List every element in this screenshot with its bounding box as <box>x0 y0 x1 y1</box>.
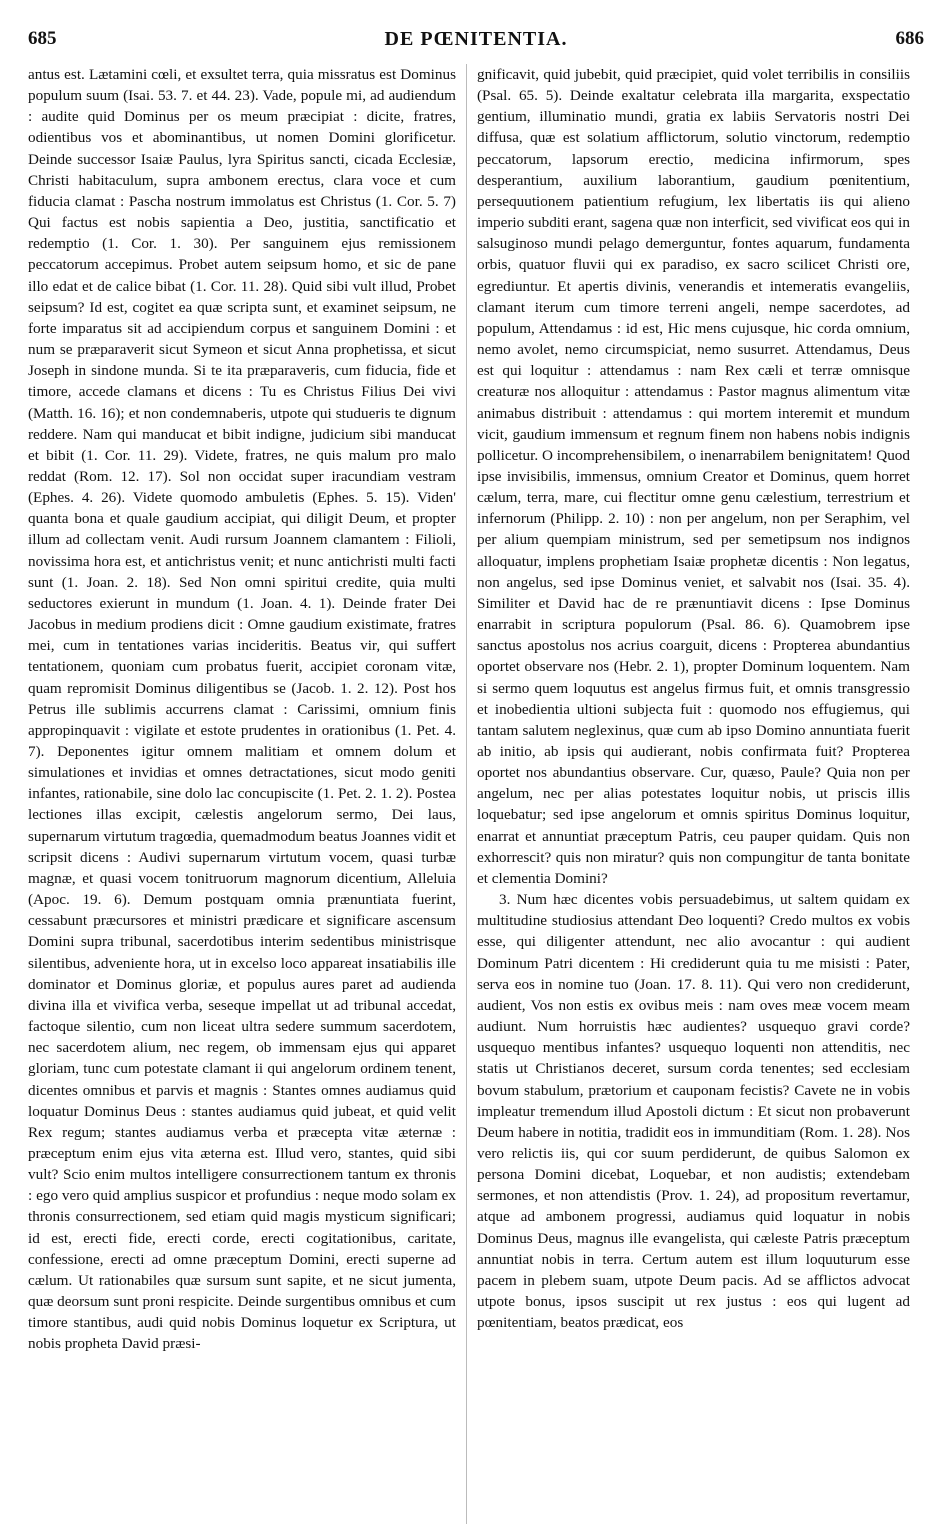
left-paragraph-1: antus est. Lætamini cœli, et exsultet terra, quia missratus est Dominus populum suum (Isai. 53. 7. et 44. 23). Vade, popule mi, ad audiendum : audite quid Dominus per os meum præcipiat : dicite, fratres, odientibus vos et abominantibus, ut nomen Domini glorificetur. Deinde successor Isaiæ Paulus, lyra Spiritus sancti, cicada Ecclesiæ, Christi habitaculum, supra ambonem erectus, clara voce et cum fiducia clamat : Pascha nostrum immolatus est Christus (1. Cor. 5. 7) Qui factus est nobis sapientia a Deo, justitia, sanctificatio et redemptio (1. Cor. 1. 30). Per sanguinem ejus remissionem peccatorum accepimus. Probet autem seipsum homo, et sic de pane illo edat et de calice bibat (1. Cor. 11. 28). Quid sibi vult illud, Probet seipsum? Id est, cogitet ea quæ scripta sunt, et examinet seipsum, ne forte imparatus sit ad accipiendum corpus et sanguinem Domini : et num se præparaverit sicut Symeon et sicut Anna prophetissa, et sicut Joseph in sindone munda. Si te ita præparaveris, cum fiducia, fide et timore, accede clamans et dicens : Tu es Christus Filius Dei vivi (Matth. 16. 16); et non condemnaberis, utpote qui studueris te dignum reddere. Nam qui manducat et bibit indigne, judicium sibi manducat et bibit (1. Cor. 11. 29). Videte, fratres, ne quis malum pro malo reddat (Rom. 12. 17). Sol non occidat super iracundiam vestram (Ephes. 4. 26). Videte quomodo ambuletis (Ephes. 5. 15). Viden' quanta bona et quale gaudium accipiat, qui diligit Deum, et propter illum ad collectam venit. Audi rursum Joannem clamantem : Filioli, novissima hora est, et antichristus venit; et nunc antichristi multi facti sunt (1. Joan. 2. 18). Sed Non omni spiritui credite, quia multi seductores exierunt in mundum (1. Joan. 4. 1). Deinde frater Dei Jacobus in medium prodiens dicit : Omne gaudium existimate, fratres mei, cum in tentationes varias incideritis. Beatus vir, qui suffert tentationem, quoniam cum probatus fuerit, accipiet coronam vitæ, quam repromisit Dominus diligentibus se (Jacob. 1. 2. 12). Post hos Petrus ille sublimis accurrens clamat : Carissimi, omnium finis appropinquavit : vigilate et estote prudentes in orationibus (1. Pet. 4. 7). Deponentes igitur omnem malitiam et omnem dolum et simulationes et invidias et omnes detractationes, sicut modo geniti infantes, rationabile, sine dolo lac concupiscite (1. Pet. 2. 1. 2). Postea lectiones illas excipit, cælestis angelorum sermo, Dei laus, supernarum virtutum tragœdia, quemadmodum beatus Joannes vidit et scripsit dicens : Audivi supernarum virtutum vocem, quasi turbæ magnæ, et quasi vocem tonitruorum magnorum dicentium, Alleluia (Apoc. 19. 6). Demum postquam omnia prænuntiata fuerint, cessabunt præcursores et ministri prædicare et significare ascensum Domini supra tribunal, sacerdotibus interim sedentibus ministrisque silentibus, adveniente hora, ut in excelso loco appareat insatiabilis ille dominator et Dominus gloriæ, et populus aures paret ad audienda divina illa et vivifica verba, seseque impellat ut ad tribunal accedat, factoque silentio, cum non liceat ultra sedere summum sacerdotem, nec sacerdotem alium, nec regem, ob immensam ejus qui apparet gloriam, tunc cum potestate clamant ii qui angelorum ordinem tenent, dicentes omnibus et parvis et magnis : Stantes omnes audiamus quid loquatur Dominus Deus : stantes audiamus quid jubeat, et quid velit Rex regum; stantes audiamus verba et præcepta vitæ æternæ : præceptum enim ejus vita æterna est. Illud vero, stantes, quid sibi vult? Scio enim multos intelligere consurrectionem tantum ex thronis : ego vero quid amplius suspicor et profundius : neque modo solam ex thronis consurrectionem, sed etiam quid magis mysticum significari; id est, erecti fide, erecti corde, erecti cogitationibus, caritate, confessione, erecti ad omne præceptum Domini, erecti superne ad cælum. Ut rationabiles quæ sursum sunt sapite, et ne sicut jumenta, quæ deorsum sunt proni respicite. Deinde surgentibus omnibus et cum timore stantibus, audi quid nobis Dominus loquetur ex Scriptura, ut nobis propheta David præsi- <box>28 66 456 1353</box>
column-divider <box>466 64 467 1524</box>
right-paragraph-1: gnificavit, quid jubebit, quid præcipiet, quid volet terribilis in consiliis (Psal. 65. 5). Deinde exaltatur celebrata illa margarita, exspectatio gentium, illuminatio mundi, gratia ex labiis Servatoris nostri Dei diffusa, quæ est solatium afflictorum, solutio vinctorum, redemptio peccatorum, lapsorum erectio, medicina infirmorum, spes desperantium, auxilium laborantium, gaudium pœnitentium, persequutionem patientium refugium, lex libertatis iis qui alieno imperio subditi erant, sagena quæ non interficit, sed vivificat eos qui in salsuginoso mundi pelago demerguntur, fontes aquarum, fundamenta orbis, quatuor fluvii qui ex paradiso, ex sacro scilicet Christi ore, egrediuntur. Et apertis divinis, venerandis et intemeratis evangeliis, clamant iterum cum timore terreni angeli, nempe sacerdotes, ad populum, Attendamus : id est, Hic mens cujusque, hic corda omnium, nemo avolet, nemo circumspiciat, nemo susurret. Attendamus, Deus est qui loquitur : attendamus : nam Rex cæli et terræ omnisque creaturæ nos alloquitur : attendamus : Pastor magnus alimentum vitæ animabus distribuit : attendamus : qui mortem interemit et mundum vicit, gaudium immensum et regnum finem non habens nobis indignis pollicetur. O incomprehensibilem, o inenarrabilem benignitatem! Quod ipse invisibilis, immensus, omnium Creator et Dominus, quem horret cælum, terra, mare, cui flectitur omne genu cælestium, terrestrium et infernorum (Philipp. 2. 10) : non per angelum, non per Seraphim, vel per alium quempiam ministrum, sed per semetipsum nos indignos alloquatur, implens prophetiam Isaiæ prophetæ dicentis : Non legatus, non angelus, sed ipse Dominus veniet, et salvabit nos (Isai. 35. 4). Similiter et David hac de re prænuntiavit dicens : Ipse Dominus enarrabit in scriptura populorum (Psal. 86. 6). Quamobrem ipse sanctus apostolus nos acrius coarguit, dicens : Propterea abundantius oportet observare nos (Hebr. 2. 1), propter Dominum loquentem. Nam si sermo quem loquutus est angelus firmus fuit, et omnis transgressio et inobedientia ultioni subjecta fuit : quomodo nos effugiemus, qui tantam salutem neglexinus, quæ cum ab ipso Domino annuntiata fuerit ab initio, ab ipsis qui audierant, nobis confirmata fuit? Propterea oportet nos abundantius observare. Cur, quæso, Paule? Quia non per angelum, nec per alias potestates loquitur nobis, ut priscis illis loquebatur; sed ipse angelorum et omnis spiritus Dominus loquitur, enarrat et annuntiat præceptum Patris, ceu pauper quidam. Quis non exhorrescit? quis non miratur? quis non compungitur de tanta bonitate et clementia Domini? <box>477 66 910 887</box>
running-title: DE PŒNITENTIA. <box>384 28 568 50</box>
page-number-left: 685 <box>28 28 57 49</box>
right-column <box>477 64 910 1524</box>
page-number-right: 686 <box>895 28 924 49</box>
running-header <box>28 22 924 56</box>
right-paragraph-2: 3. Num hæc dicentes vobis persuadebimus, ut saltem quidam ex multitudine studiosius attendant Deo loquenti? Credo multos ex vobis esse, qui diligenter attendunt, nec alio avocantur : qui audient Dominum Patri dicentem : Hi crediderunt quia tu me misisti : Pater, serva eos in nomine tuo (Joan. 17. 8. 11). Qui vero non crediderunt, audient, Vos non estis ex ovibus meis : nam oves meæ vocem meam audiunt. Num horruistis hæc audientes? usquequo gravi corde? usquequo mentibus infantes? usquequo loquenti non attenditis, nec statis ut Christianos deceret, sursum corda tenentes; sed ecclesiam bovum stabulum, prætorium et cauponam fecistis? Cavete ne in vobis impleatur tremendum illud Apostoli dictum : Et sicut non probaverunt Deum habere in notitia, tradidit eos in immunditiam (Rom. 1. 28). Nos vero relictis iis, qui cor suum perdiderunt, de quibus Salomon ex persona Domini dicebat, Loquebar, et non audistis; extendebam sermones, et non attendistis (Prov. 1. 24), ad propositum revertamur, atque ad ambonem progressi, audiamus quid loquatur in nobis Dominus Deus, magnus ille evangelista, qui cæleste Patris præceptum annuntiat nobis in terra. Certum autem est illum loquuturum esse pacem in plebem suam, utpote Deum pacis. Ad se afflictos advocat utpote bonus, ipsos suscipit ut rex justus : eos qui lugent ad pœnitentiam, beatos prædicat, eos <box>477 891 910 1332</box>
left-column <box>28 64 456 1524</box>
